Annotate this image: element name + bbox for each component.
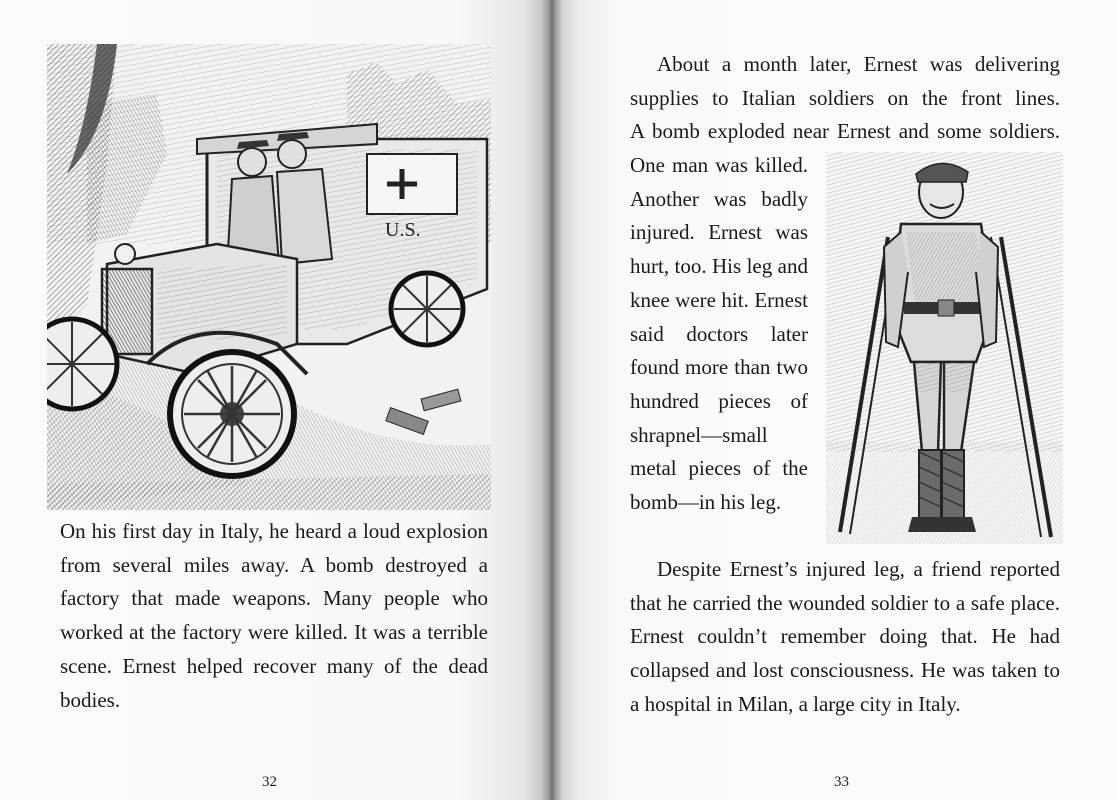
left-paragraph: On his first day in Italy, he heard a loud explosion from several miles away. A bomb destroyed a factory that made weapons. Many people who worked at the factory were killed. It was a terrible scene. Ernest helped recover many of the dead bodies. — [60, 519, 488, 712]
book-gutter — [540, 0, 562, 800]
right-paragraph-2-block — [630, 553, 1060, 722]
right-paragraph-2: Despite Ernest’s injured leg, a friend reported that he carried the wounded soldier to a safe place. Ernest couldn’t remember doing that. He had collapsed and lost consciousness. He was taken to a hospital in Milan, a large city in Italy. — [630, 557, 1060, 716]
page-number-right: 33 — [834, 774, 849, 790]
left-body-text — [60, 515, 488, 717]
right-paragraph-1-full-lines — [630, 48, 1060, 149]
page-number-left: 32 — [262, 774, 277, 790]
right-line-3: A bomb exploded near Ernest and some soldiers. — [630, 119, 1060, 144]
right-paragraph-1-wrapped — [630, 149, 808, 520]
ambulance-illustration-icon — [47, 44, 491, 510]
left-page — [0, 0, 540, 800]
soldier-on-crutches-illustration-icon — [826, 152, 1063, 544]
us-lettering: U.S. — [385, 219, 421, 241]
right-line-1: About a month later, Ernest was delivering — [657, 52, 1060, 76]
right-wrapped-text: One man was killed. Another was badly injured. Ernest was hurt, too. His leg and knee were hit. Ernest said doctors later found more than two hundred pieces of shrapnel—small metal pieces of the bomb—in his leg. — [630, 153, 808, 515]
right-line-2: supplies to Italian soldiers on the front lines. — [630, 85, 1060, 110]
